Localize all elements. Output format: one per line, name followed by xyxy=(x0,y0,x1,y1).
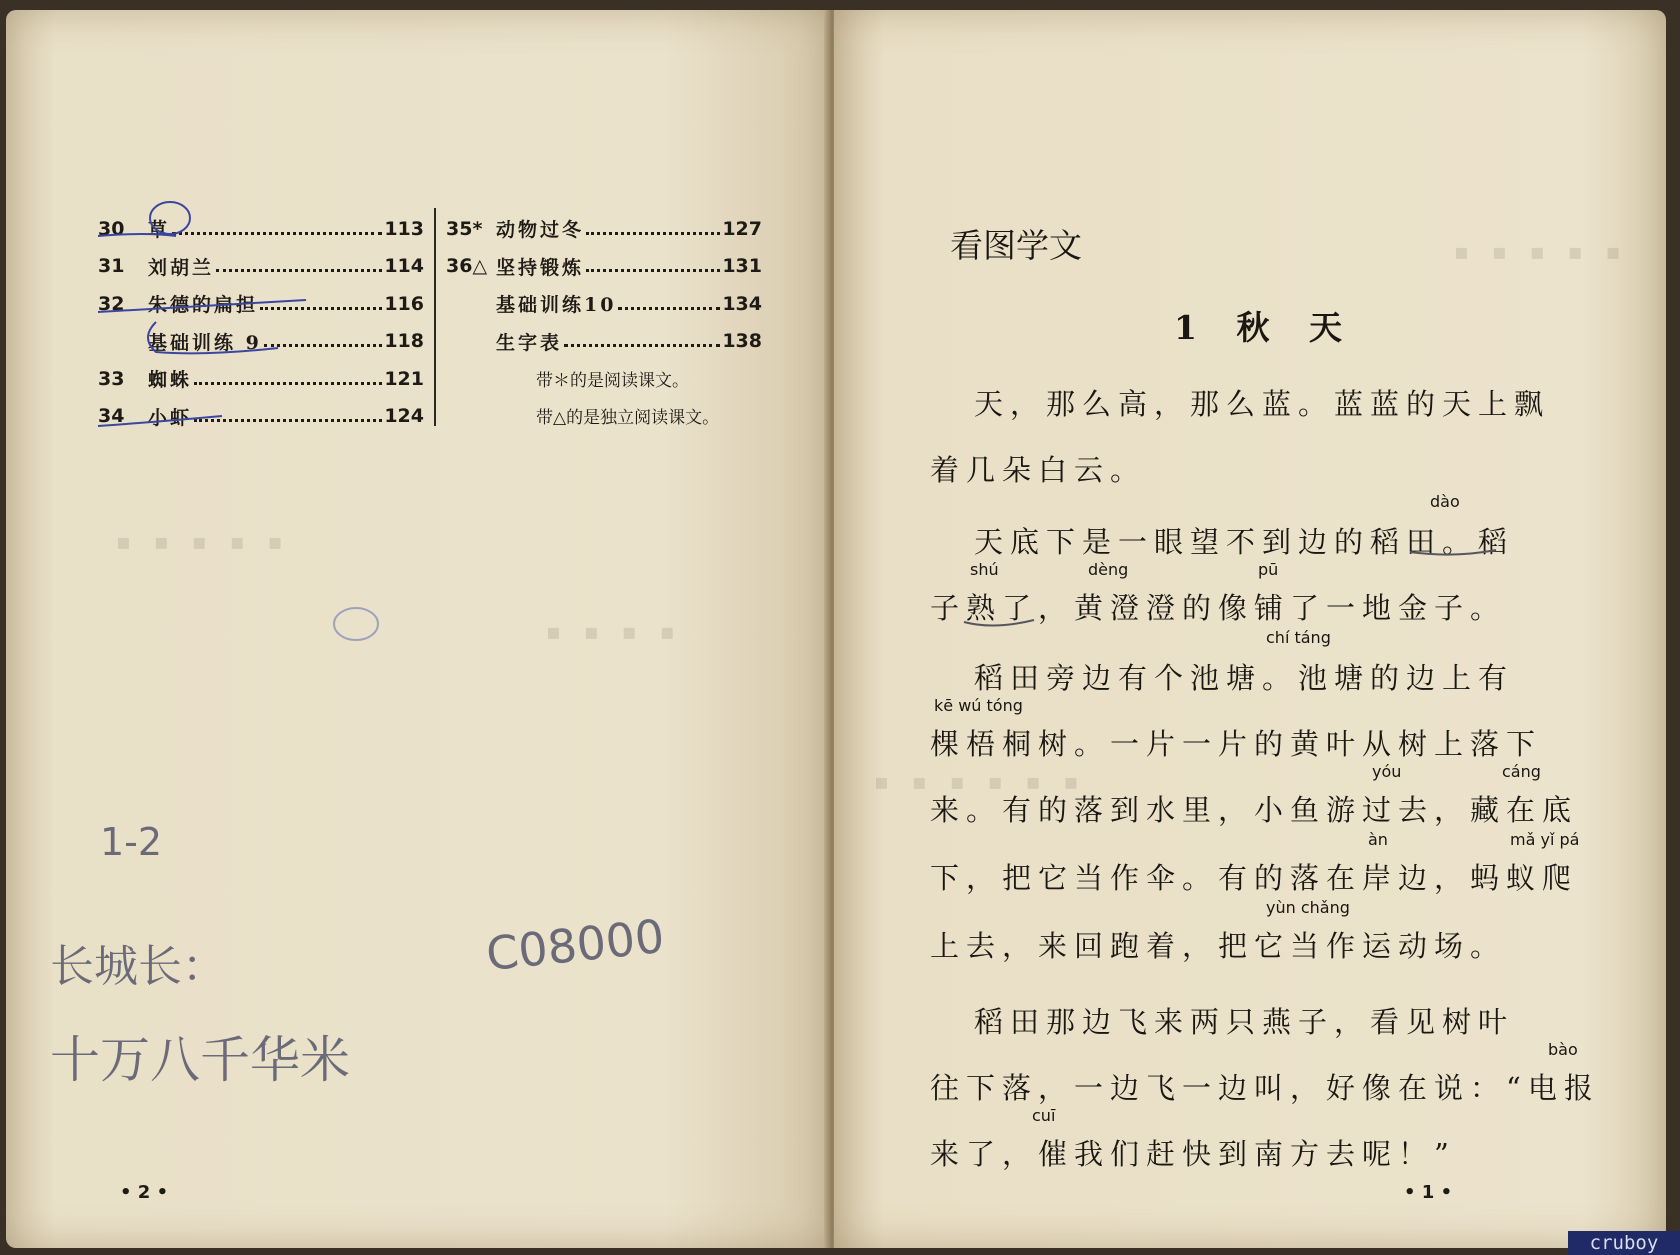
toc-page: 131 xyxy=(722,255,762,278)
pen-underline xyxy=(98,416,222,426)
toc-number: 33 xyxy=(98,367,125,390)
toc-note: 带＊的是阅读课文。 xyxy=(536,371,689,391)
toc-number: 34 xyxy=(98,405,125,428)
pinyin: àn xyxy=(1368,830,1388,849)
toc-title: 小虾 xyxy=(148,406,193,429)
toc-page: 124 xyxy=(384,405,424,428)
pen-bracket xyxy=(148,322,278,353)
right-page xyxy=(834,10,1666,1248)
text-line: 子熟了，黄澄澄的像铺了一地金子。 xyxy=(930,591,1507,625)
text-line: 来了，催我们赶快到南方去呢！” xyxy=(930,1137,1456,1171)
bleed-through: ▪ ▪ ▪ ▪ ▪ xyxy=(116,530,291,555)
text-line: 稻田旁边有个池塘。池塘的边上有 xyxy=(974,661,1515,695)
toc-number: 36△ xyxy=(446,255,488,278)
toc-number: 32 xyxy=(98,292,125,315)
toc-number: 30 xyxy=(98,217,125,240)
toc-title: 基础训练 9 xyxy=(148,331,262,354)
lesson-title: 1 秋 天 xyxy=(1174,308,1356,347)
bleed-through: ▪ ▪ ▪ ▪ ▪ xyxy=(1454,240,1629,265)
toc-page: 127 xyxy=(722,217,762,240)
toc-title: 动物过冬 xyxy=(496,219,585,242)
pinyin: cuī xyxy=(1032,1106,1056,1125)
toc-title: 刘胡兰 xyxy=(148,256,215,279)
pen-underline xyxy=(964,620,1034,626)
pinyin: yóu xyxy=(1372,762,1402,781)
handwritten-note: 十万八千华米 xyxy=(50,1031,350,1089)
pinyin: yùn chǎng xyxy=(1266,898,1350,917)
page-number: • 1 • xyxy=(1404,1182,1453,1203)
pinyin: mǎ yǐ pá xyxy=(1510,830,1580,849)
left-page xyxy=(6,10,828,1248)
toc-title: 生字表 xyxy=(496,331,563,354)
text-line: 上去，来回跑着，把它当作运动场。 xyxy=(930,929,1507,963)
text-line: 天，那么高，那么蓝。蓝蓝的天上飘 xyxy=(974,387,1551,421)
toc-number: 35* xyxy=(446,217,483,240)
toc-page: 121 xyxy=(384,367,424,390)
watermark: cruboy xyxy=(1568,1231,1680,1255)
toc-title: 蜘蛛 xyxy=(148,369,193,392)
pen-circle xyxy=(150,202,190,234)
toc-title: 坚持锻炼 xyxy=(496,256,585,279)
pinyin: cáng xyxy=(1502,762,1541,781)
handwritten-note: 1-2 xyxy=(100,820,163,864)
toc-note: 带△的是独立阅读课文。 xyxy=(536,408,720,428)
pinyin: shú xyxy=(970,560,999,579)
text-line: 棵梧桐树。一片一片的黄叶从树上落下 xyxy=(930,727,1543,761)
handwritten-note: 长城长： xyxy=(50,941,226,992)
toc-page: 138 xyxy=(722,330,762,353)
pinyin: pū xyxy=(1258,560,1279,579)
pen-underline xyxy=(98,300,306,312)
text-line: 往下落，一边飞一边叫，好像在说：“电报 xyxy=(930,1071,1600,1105)
toc-page: 116 xyxy=(384,292,424,315)
toc-page: 113 xyxy=(384,217,424,240)
pinyin: bào xyxy=(1548,1040,1578,1059)
toc-page: 114 xyxy=(384,255,424,278)
toc-title: 基础训练10 xyxy=(496,294,617,317)
text-line: 稻田那边飞来两只燕子，看见树叶 xyxy=(974,1005,1515,1039)
toc-page: 118 xyxy=(384,330,424,353)
toc-title: 草 xyxy=(148,219,171,242)
toc-number: 31 xyxy=(98,255,125,278)
pinyin: dèng xyxy=(1088,560,1129,579)
section-title: 看图学文 xyxy=(950,226,1082,265)
page-number: • 2 • xyxy=(120,1182,169,1203)
open-book xyxy=(6,10,1666,1248)
pen-underline xyxy=(98,234,176,236)
text-line: 下，把它当作伞。有的落在岸边，蚂蚁爬 xyxy=(930,861,1579,895)
pinyin: kē wú tóng xyxy=(934,696,1023,715)
toc-title: 朱德的扁担 xyxy=(148,294,259,317)
text-line: 来。有的落到水里，小鱼游过去，藏在底 xyxy=(930,793,1579,827)
handwritten-note: C08000 xyxy=(483,908,667,982)
text-line: 着几朵白云。 xyxy=(930,453,1147,487)
toc-page: 134 xyxy=(722,292,762,315)
bleed-through: ▪ ▪ ▪ ▪ ▪ ▪ xyxy=(874,770,1087,795)
pen-doodle xyxy=(334,608,378,640)
pen-underline xyxy=(1410,550,1496,555)
bleed-through: ▪ ▪ ▪ ▪ xyxy=(546,620,683,645)
pen-marks xyxy=(834,10,1666,1248)
text-line: 天底下是一眼望不到边的稻田。稻 xyxy=(974,525,1515,559)
pinyin: dào xyxy=(1430,492,1460,511)
pinyin: chí táng xyxy=(1266,628,1331,647)
